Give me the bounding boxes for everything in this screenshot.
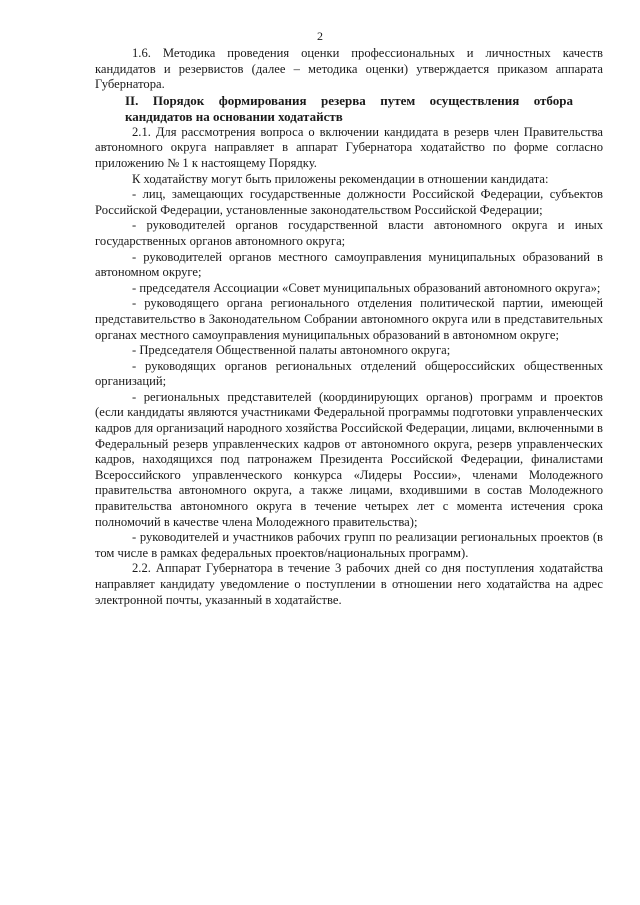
document-body (95, 46, 603, 608)
paragraph-2-1: 2.1. Для рассмотрения вопроса о включении кандидата в резерв член Правительства автономного округа направляет в аппарат Губернатора ходатайство по форме согласно приложению № 1 к настоящему Порядку. (95, 124, 603, 170)
page-number: 2 (317, 29, 323, 43)
list-item-public-chamber: - Председателя Общественной палаты автономного округа; (132, 343, 451, 358)
list-item-public-organizations: - руководящих органов региональных отделений общероссийских общественных организаций; (95, 358, 603, 389)
list-item-political-party: - руководящего органа регионального отделения политической партии, имеющей представительство в Законодательном Собрании автономного округа или в представительных органах местного самоуправления муниципальных образований в автономном округе; (95, 296, 603, 342)
list-item-state-bodies: - руководителей органов государственной власти автономного округа и иных государственных органов автономного округа; (95, 218, 603, 248)
list-item-state-positions: - лиц, замещающих государственные должности Российской Федерации, субъектов Российской Федерации, установленные законодательством Российской Федерации; (95, 187, 603, 217)
paragraph-2-2: 2.2. Аппарат Губернатора в течение 3 рабочих дней со дня поступления ходатайства направляет кандидату уведомление о поступлении в отношении него ходатайства на адрес электронной почты, указанный в ходатайстве. (95, 561, 603, 607)
list-item-local-government: - руководителей органов местного самоуправления муниципальных образований в автономном округе; (95, 249, 603, 280)
section-heading: II. Порядок формирования резерва путем осуществления отбора кандидатов на основании ходатайств (125, 92, 573, 124)
paragraph-recommendations-intro: К ходатайству могут быть приложены рекомендации в отношении кандидата: (132, 171, 549, 186)
list-item-association: - председателя Ассоциации «Совет муниципальных образований автономного округа»; (132, 280, 601, 295)
paragraph-1-6: 1.6. Методика проведения оценки профессиональных и личностных качеств кандидатов и резервистов (далее – методика оценки) утверждается приказом аппарата Губернатора. (95, 46, 603, 92)
list-item-program-representatives: - региональных представителей (координирующих органов) программ и проектов (если кандидаты являются участниками Федеральной программы подготовки управленческих кадров для организаций народного хозяйства Российской Федерации, лицами, включенными в Федеральный резерв управленческих кадров от автономного округа, резерв управленческих кадров, находящихся под патронажем Президента Российской Федерации, финалистами Всероссийского управленческого конкурса «Лидеры России», членами Молодежного правительства автономного округа, а также лицами, входившими в состав Молодежного правительства автономного округа в течение четырех лет с момента истечения срока полномочий в качестве члена Молодежного правительства); (95, 389, 603, 529)
list-item-working-groups: - руководителей и участников рабочих групп по реализации региональных проектов (в том числе в рамках федеральных проектов/национальных программ). (95, 530, 603, 560)
